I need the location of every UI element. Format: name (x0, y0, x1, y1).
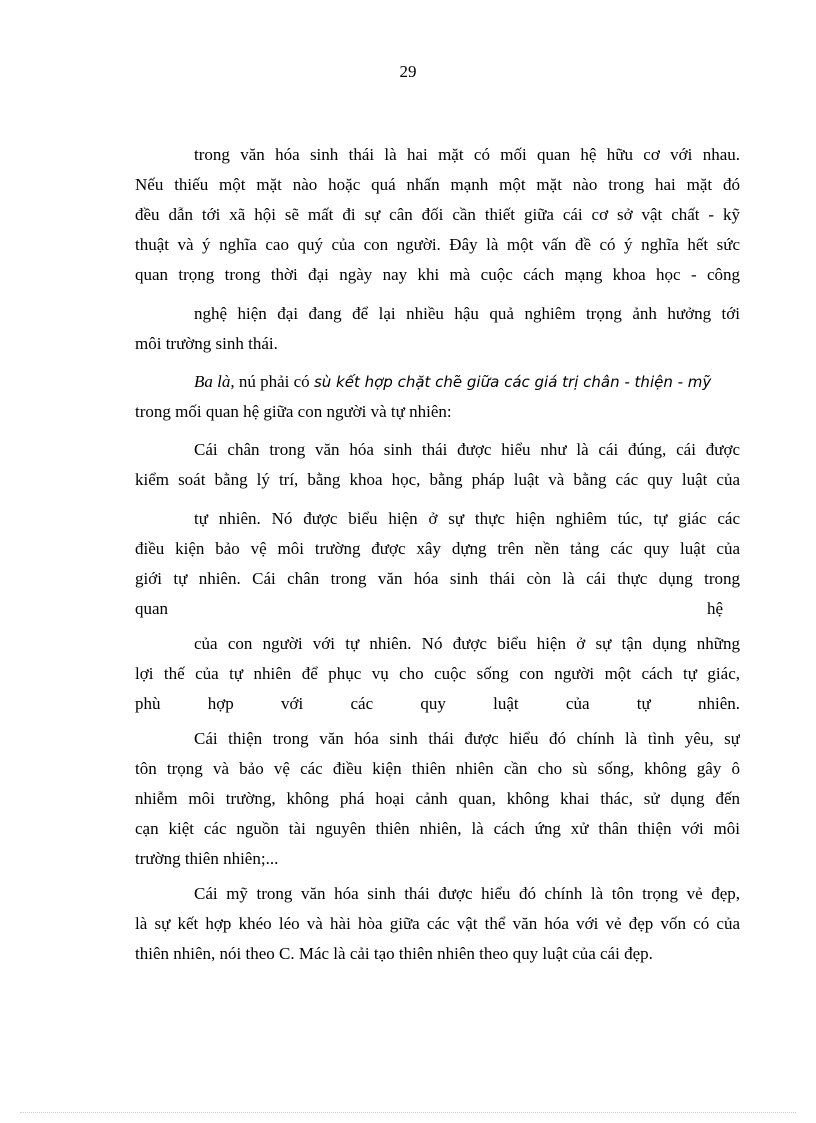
text-line: kiểm soát bằng lý trí, bằng khoa học, bằng pháp luật và bằng các quy luật của (135, 470, 740, 489)
text-line: đều dẫn tới xã hội sẽ mất đi sự cân đối cần thiết giữa cái cơ sở vật chất - kỹ (135, 205, 740, 224)
text-line: quan (135, 599, 169, 618)
text-line: tôn trọng và bảo vệ các điều kiện thiên nhiên cần cho sù sống, không gây ô (135, 759, 740, 778)
text-line: Cái chân trong văn hóa sinh thái được hiểu như là cái đúng, cái được (194, 440, 740, 459)
text-line: điều kiện bảo vệ môi trường được xây dựng trên nền tảng các quy luật của (135, 539, 740, 558)
text-line: quan trọng trong thời đại ngày nay khi mà cuộc cách mạng khoa học - công (135, 265, 740, 284)
text-line: Cái thiện trong văn hóa sinh thái được hiểu đó chính là tình yêu, sự (194, 729, 740, 748)
emphasis-run: sù kết hợp chặt chẽ giữa các giá trị chân - thiện - mỹ (313, 373, 712, 391)
text-line: trong mối quan hệ giữa con người và tự nhiên: (135, 402, 452, 421)
text-line: nhiễm môi trường, không phá hoại cảnh quan, không khai thác, sử dụng đến (135, 789, 740, 808)
text-line: phù hợp với các quy luật của tự nhiên. (135, 694, 740, 713)
text-line: Nếu thiếu một mặt nào hoặc quá nhấn mạnh một mặt nào trong hai mặt đó (135, 175, 740, 194)
text-line: thiên nhiên, nói theo C. Mác là cải tạo thiên nhiên theo quy luật của cái đẹp. (135, 944, 653, 963)
text-line: giới tự nhiên. Cái chân trong văn hóa sinh thái còn là cái thực dụng trong (135, 569, 740, 588)
text-line: trong văn hóa sinh thái là hai mặt có mối quan hệ hữu cơ với nhau. (194, 145, 740, 164)
text-line: tự nhiên. Nó được biểu hiện ở sự thực hiện nghiêm túc, tự giác các (194, 509, 740, 528)
text-run: nú phải có (234, 372, 314, 391)
text-line: thuật và ý nghĩa cao quý của con người. Đây là một vấn đề có ý nghĩa hết sức (135, 235, 740, 254)
text-line: cạn kiệt các nguồn tài nguyên thiên nhiên, là cách ứng xử thân thiện với môi (135, 819, 740, 838)
ba-la-label: Ba là, (194, 372, 235, 391)
text-line: là sự kết hợp khéo léo và hài hòa giữa các vật thể văn hóa với vẻ đẹp vốn có của (135, 914, 740, 933)
text-line: trường thiên nhiên;... (135, 849, 279, 868)
text-line: nghệ hiện đại đang để lại nhiều hậu quả nghiêm trọng ảnh hưởng tới (194, 304, 740, 323)
page-number: 29 (399, 62, 417, 81)
text-line: lợi thế của tự nhiên để phục vụ cho cuộc sống con người một cách tự giác, (135, 664, 740, 683)
text-line: của con người với tự nhiên. Nó được biểu hiện ở sự tận dụng những (194, 634, 740, 653)
page-bottom-separator (20, 1112, 796, 1113)
text-line: Cái mỹ trong văn hóa sinh thái được hiểu đó chính là tôn trọng vẻ đẹp, (194, 884, 740, 903)
text-line: hệ (707, 599, 724, 618)
text-line: môi trường sinh thái. (135, 334, 278, 353)
text-line-mixed (194, 370, 740, 394)
